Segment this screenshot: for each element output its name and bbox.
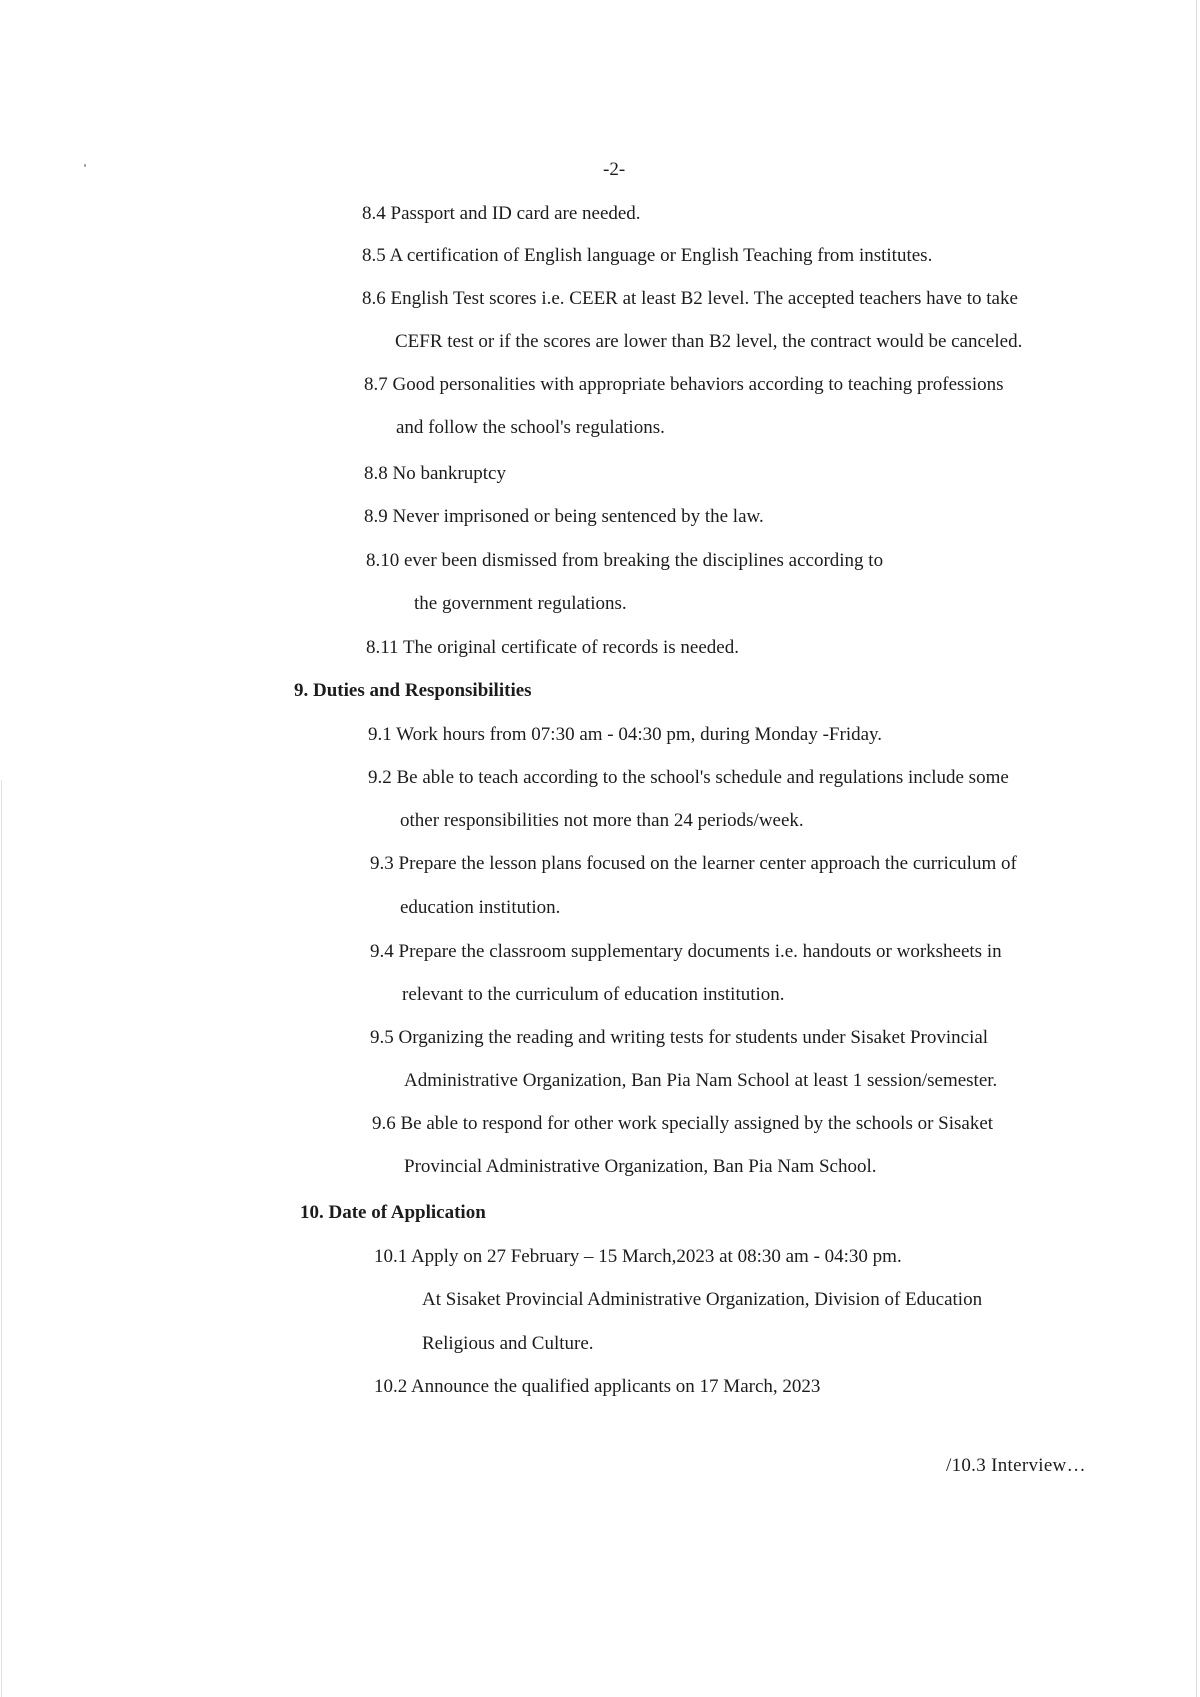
list-item-continuation: Provincial Administrative Organization, Ban Pia Nam School.: [404, 1156, 877, 1177]
list-item: 9.2 Be able to teach according to the school's schedule and regulations include some: [368, 767, 1009, 788]
list-item: 8.10 ever been dismissed from breaking the disciplines according to: [366, 550, 884, 571]
list-item: 8.9 Never imprisoned or being sentenced by the law.: [364, 506, 764, 527]
list-item-continuation: other responsibilities not more than 24 periods/week.: [400, 810, 804, 831]
list-item: 8.7 Good personalities with appropriate behaviors according to teaching professions: [364, 374, 1004, 395]
list-item: 10.1 Apply on 27 February – 15 March,2023 at 08:30 am - 04:30 pm.: [374, 1246, 902, 1267]
list-item: 9.5 Organizing the reading and writing tests for students under Sisaket Provincial: [370, 1027, 989, 1048]
scan-edge: [1196, 0, 1197, 1697]
list-item-continuation: CEFR test or if the scores are lower than B2 level, the contract would be canceled.: [395, 331, 1023, 352]
list-item: 8.6 English Test scores i.e. CEER at least B2 level. The accepted teachers have to take: [362, 288, 1018, 309]
continuation-reference: /10.3 Interview…: [946, 1455, 1086, 1476]
list-item-continuation: education institution.: [400, 897, 561, 918]
list-item: 8.4 Passport and ID card are needed.: [362, 203, 641, 224]
list-item: 8.8 No bankruptcy: [364, 463, 506, 484]
list-item: 8.11 The original certificate of records is needed.: [366, 637, 739, 658]
list-item-continuation: the government regulations.: [414, 593, 627, 614]
section-heading: 10. Date of Application: [300, 1202, 486, 1223]
list-item: 10.2 Announce the qualified applicants on 17 March, 2023: [374, 1376, 821, 1397]
list-item-continuation: Religious and Culture.: [422, 1333, 594, 1354]
list-item: 9.3 Prepare the lesson plans focused on the learner center approach the curriculum of: [370, 853, 1017, 874]
scan-speck: [84, 164, 86, 167]
list-item: 9.6 Be able to respond for other work specially assigned by the schools or Sisaket: [372, 1113, 994, 1134]
list-item-continuation: Administrative Organization, Ban Pia Nam School at least 1 session/semester.: [404, 1070, 998, 1091]
section-heading: 9. Duties and Responsibilities: [294, 680, 532, 701]
list-item-continuation: At Sisaket Provincial Administrative Organization, Division of Education: [422, 1289, 983, 1310]
list-item: 9.4 Prepare the classroom supplementary documents i.e. handouts or worksheets in: [370, 941, 1002, 962]
list-item-continuation: and follow the school's regulations.: [396, 417, 665, 438]
page-number: -2-: [603, 159, 626, 180]
list-item: 9.1 Work hours from 07:30 am - 04:30 pm, during Monday -Friday.: [368, 724, 883, 745]
list-item-continuation: relevant to the curriculum of education institution.: [402, 984, 785, 1005]
scan-edge: [1, 780, 2, 1697]
list-item: 8.5 A certification of English language or English Teaching from institutes.: [362, 245, 933, 266]
